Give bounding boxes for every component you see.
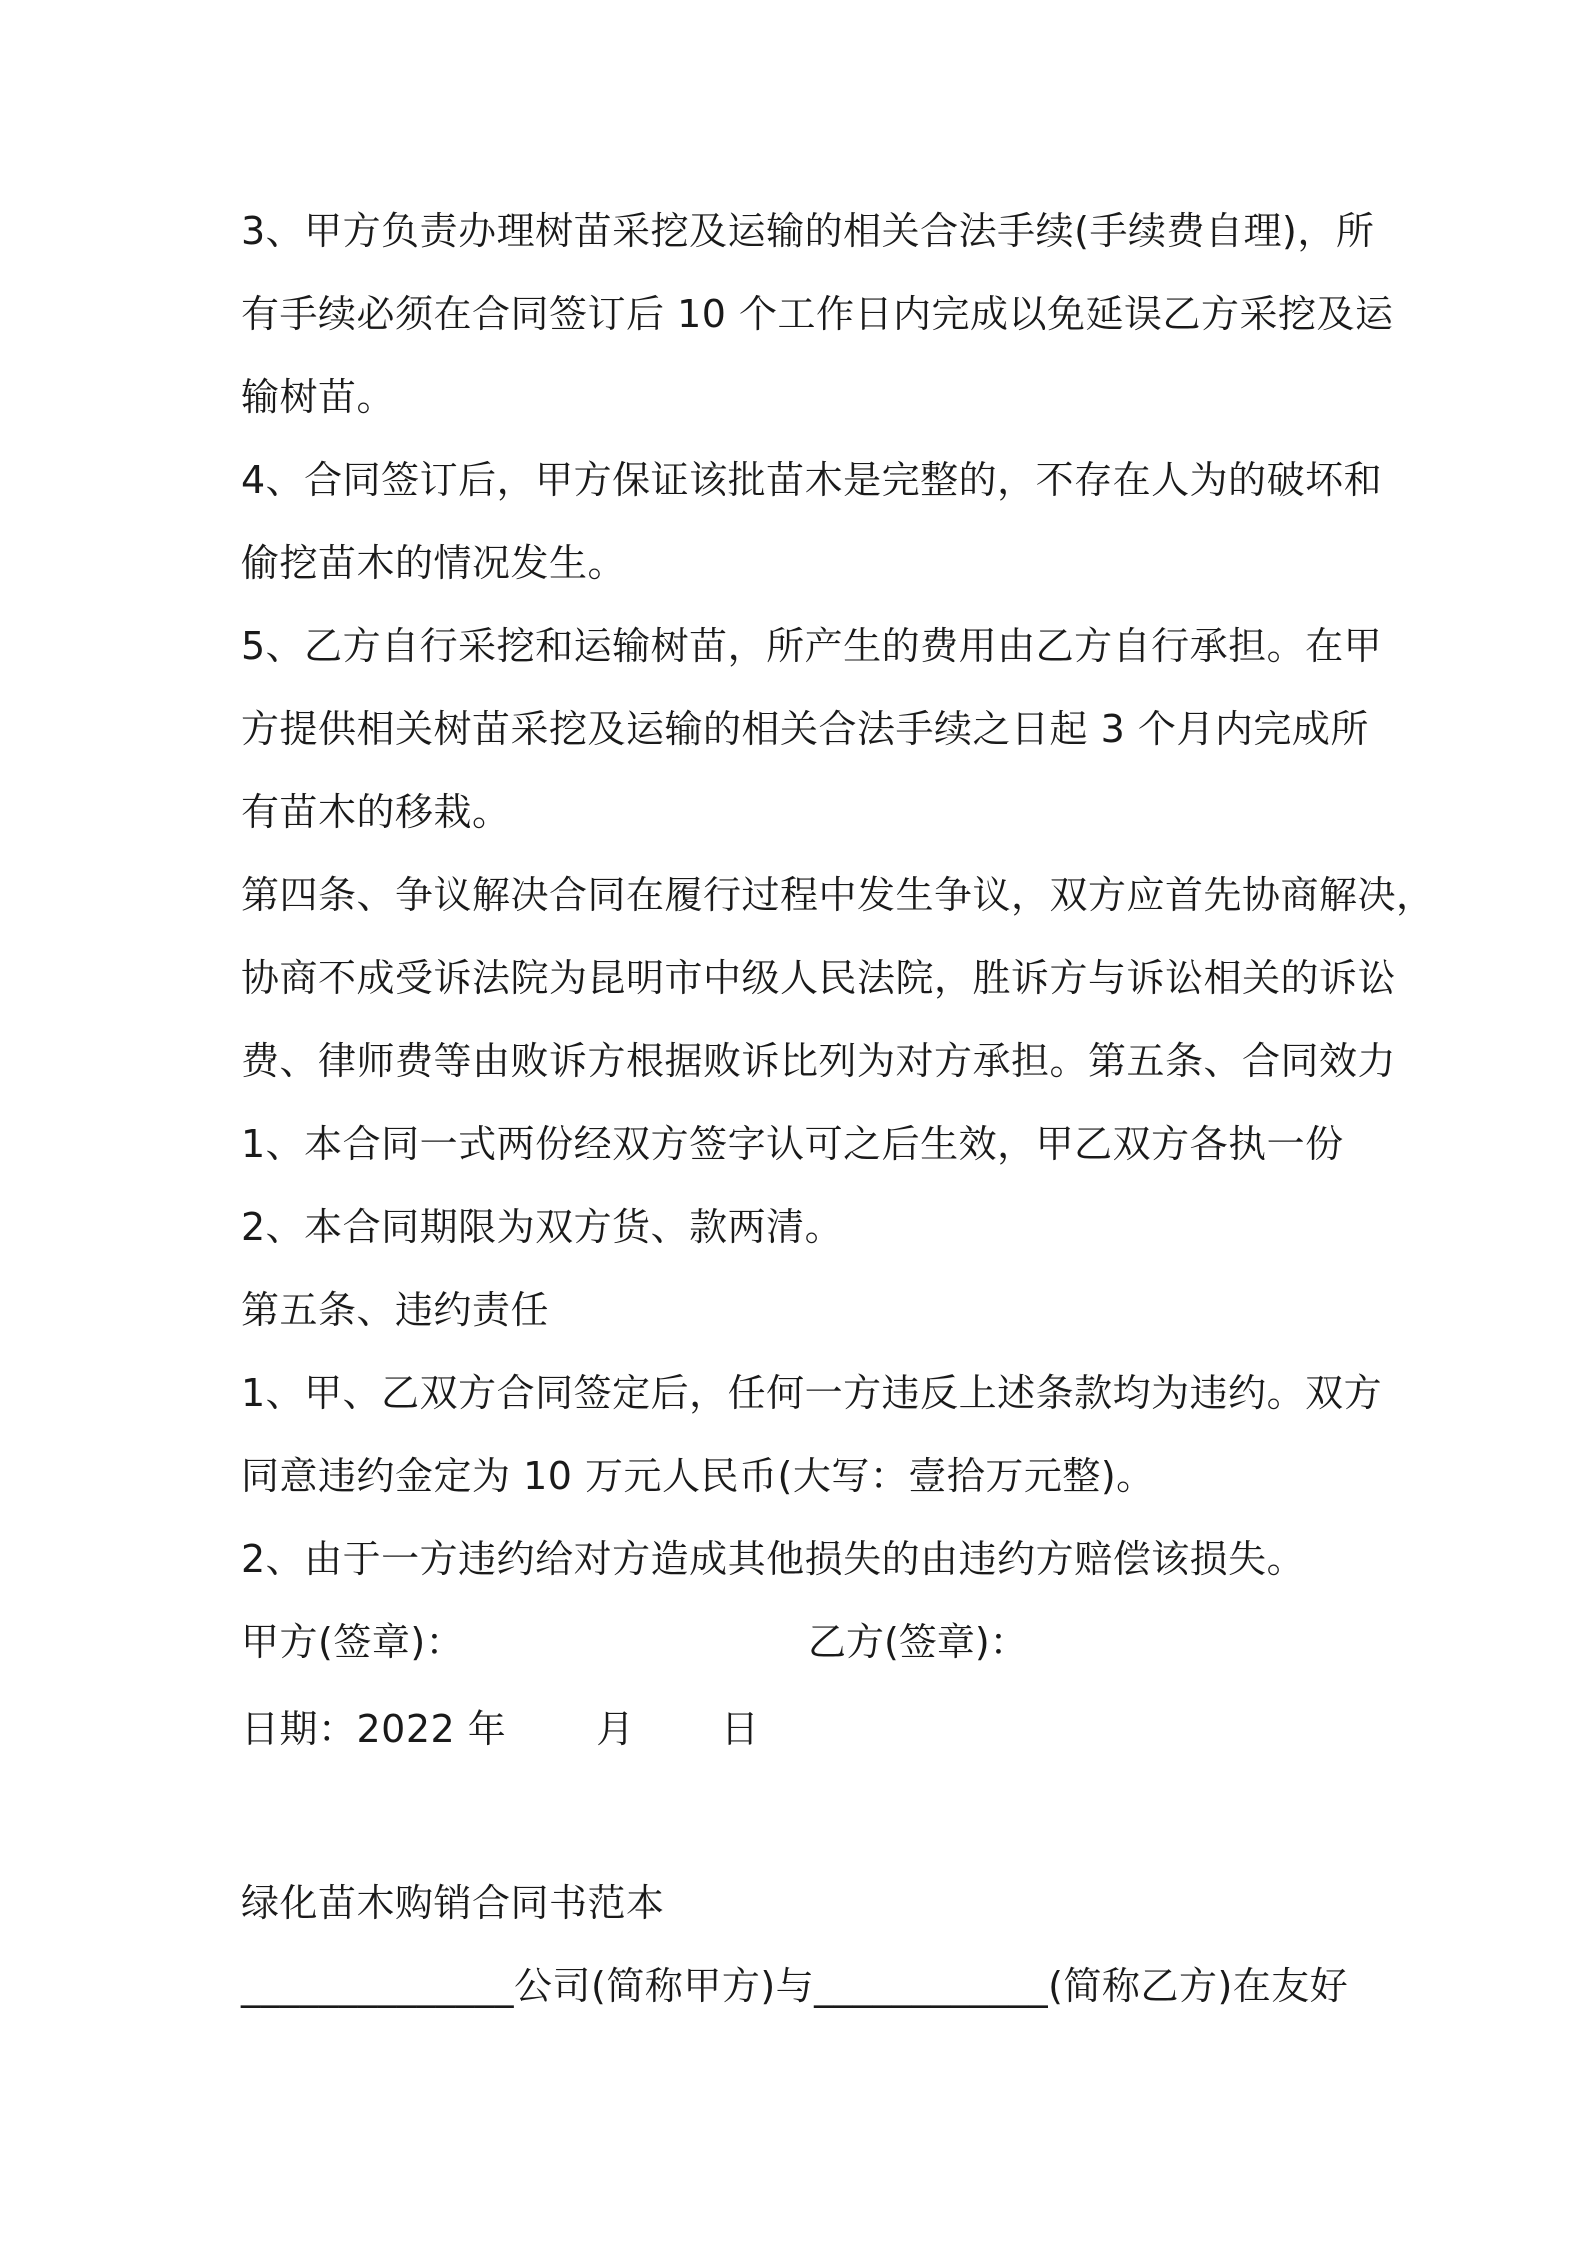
article-4-line-1: 第四条、争议解决合同在履行过程中发生争议，双方应首先协商解决， <box>241 873 1435 917</box>
clause-3-line-3: 输树苗。 <box>241 375 396 419</box>
validity-item-1: 1、本合同一式两份经双方签字认可之后生效，甲乙双方各执一份 <box>241 1122 1344 1166</box>
clause-3-line-1: 3、甲方负责办理树苗采挖及运输的相关合法手续(手续费自理)，所 <box>241 209 1375 253</box>
clause-5-line-3: 有苗木的移栽。 <box>241 790 511 834</box>
validity-item-2: 2、本合同期限为双方货、款两清。 <box>241 1205 844 1249</box>
party-a-signature-label: 甲方(签章)： <box>241 1620 465 1664</box>
article-4-line-3: 费、律师费等由败诉方根据败诉比列为对方承担。第五条、合同效力 <box>241 1039 1397 1083</box>
clause-4-line-1: 4、合同签订后，甲方保证该批苗木是完整的，不存在人为的破坏和 <box>241 458 1383 502</box>
date-label: 日期：2022 年 <box>241 1707 507 1751</box>
date-month: 月 <box>596 1707 635 1751</box>
next-document-title: 绿化苗木购销合同书范本 <box>241 1881 665 1925</box>
date-line <box>241 1706 759 1752</box>
clause-5-line-1: 5、乙方自行采挖和运输树苗，所产生的费用由乙方自行承担。在甲 <box>241 624 1383 668</box>
article-5-heading: 第五条、违约责任 <box>241 1288 550 1332</box>
party-b-signature-label: 乙方(签章)： <box>808 1620 1028 1664</box>
clause-4-line-2: 偷挖苗木的情况发生。 <box>241 541 627 585</box>
breach-item-1-line-2: 同意违约金定为 10 万元人民币(大写：壹拾万元整)。 <box>241 1454 1155 1498</box>
article-4-line-2: 协商不成受诉法院为昆明市中级人民法院，胜诉方与诉讼相关的诉讼 <box>241 956 1397 1000</box>
next-document-intro: ______________公司(简称甲方)与____________(简称乙方)在友好 <box>241 1964 1349 2008</box>
date-day: 日 <box>720 1707 760 1751</box>
breach-item-1-line-1: 1、甲、乙双方合同签定后，任何一方违反上述条款均为违约。双方 <box>241 1371 1383 1415</box>
breach-item-2: 2、由于一方违约给对方造成其他损失的由违约方赔偿该损失。 <box>241 1537 1306 1581</box>
clause-5-line-2: 方提供相关树苗采挖及运输的相关合法手续之日起 3 个月内完成所 <box>241 707 1369 751</box>
clause-3-line-2: 有手续必须在合同签订后 10 个工作日内完成以免延误乙方采挖及运 <box>241 292 1394 336</box>
